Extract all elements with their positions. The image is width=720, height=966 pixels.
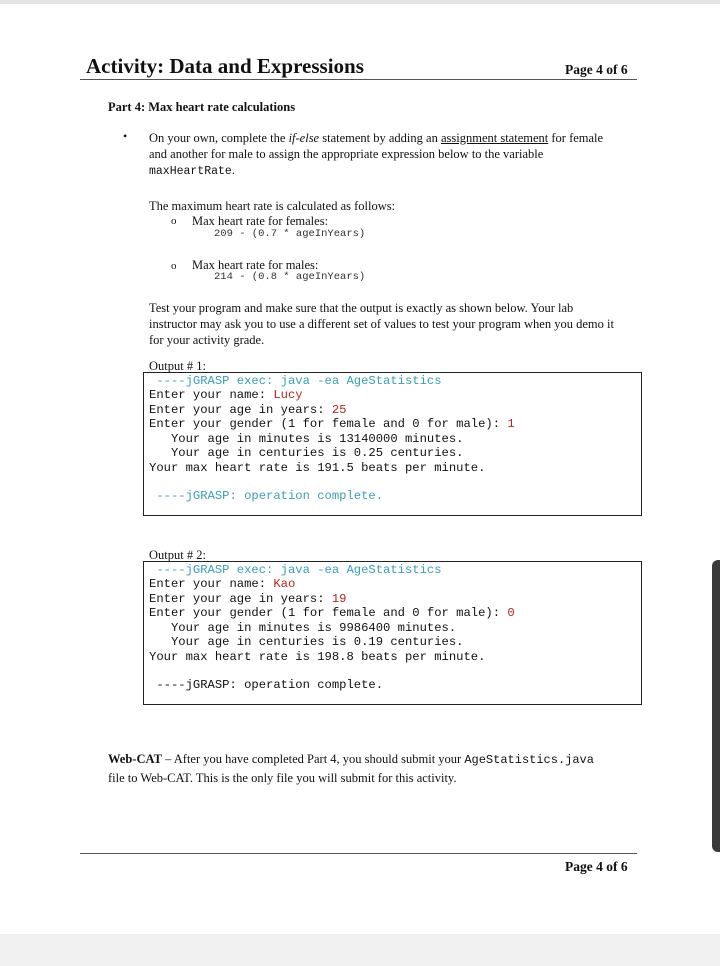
page-number-header: Page 4 of 6 [565,62,628,77]
exec-line: ----jGRASP exec: java -ea AgeStatistics [149,374,442,388]
page-title: Activity: Data and Expressions [86,54,364,78]
webcat-line-2: file to Web-CAT. This is the only file you will submit for this activity. [108,771,457,785]
test-line-2: instructor may ask you to use a different set of values to test your program when you demo it [149,317,614,331]
input-value: 1 [507,417,515,431]
instruction-text: for female [548,131,604,145]
instruction-paragraph [149,130,629,180]
name-prompt-line [149,388,303,402]
max-rate-line: Your max heart rate is 198.8 beats per minute. [149,649,486,664]
complete-line: ----jGRASP: operation complete. [149,678,384,692]
male-formula-label: Max heart rate for males: [192,258,319,272]
female-formula-label: Max heart rate for females: [192,214,329,228]
max-rate-line: Your max heart rate is 191.5 beats per minute. [149,460,486,475]
output-1-box [143,372,642,516]
webcat-text: – After you have completed Part 4, you should submit your [161,752,465,766]
test-line-3: for your activity grade. [149,333,265,347]
minutes-line: Your age in minutes is 13140000 minutes. [149,431,464,446]
webcat-line-1 [108,751,648,768]
bullet-marker: • [123,129,128,143]
female-formula-expression: 209 - (0.7 * ageInYears) [214,228,366,240]
viewer-bottom-bar [0,934,720,966]
header-rule [80,79,637,80]
instruction-text: On your own, complete the [149,131,289,145]
formula-intro: The maximum heart rate is calculated as follows: [149,199,396,213]
variable-name: maxHeartRate [149,165,232,178]
minutes-line: Your age in minutes is 9986400 minutes. [149,620,457,635]
webcat-label: Web-CAT [108,752,162,766]
input-value: Lucy [273,388,303,402]
instruction-line-1 [149,130,629,146]
prompt-text: Enter your gender (1 for female and 0 for male): [149,606,508,620]
part-heading: Part 4: Max heart rate calculations [108,100,296,114]
gender-prompt-line [149,417,515,431]
input-value: 25 [331,402,347,417]
name-prompt-line [149,577,295,591]
male-formula-expression: 214 - (0.8 * ageInYears) [214,271,366,283]
age-prompt-line [149,592,346,606]
prompt-text: Enter your name: [149,577,274,591]
sub-bullet-marker: o [171,215,177,227]
input-value: 19 [331,591,347,606]
instruction-line-3 [149,162,629,180]
prompt-text: Enter your name: [149,388,274,402]
page-number-footer: Page 4 of 6 [565,859,628,874]
java-filename: AgeStatistics.java [464,753,594,767]
test-line-1: Test your program and make sure that the output is exactly as shown below. Your lab [149,301,574,315]
age-prompt-line [149,403,346,417]
ifelse-keyword: if-else [288,131,320,145]
footer-rule [80,853,637,854]
test-paragraph [149,300,649,348]
sub-bullet-marker: o [171,260,177,272]
complete-line: ----jGRASP: operation complete. [149,489,384,503]
prompt-text: Enter your age in years: [149,402,332,417]
assignment-statement-link: assignment statement [440,131,549,145]
input-value: Kao [273,577,296,591]
instruction-text: . [231,163,235,177]
centuries-line: Your age in centuries is 0.25 centuries. [149,446,464,460]
prompt-text: Enter your age in years: [149,591,332,606]
instruction-text: statement by adding an [319,131,441,145]
document-page [0,4,720,934]
scroll-handle[interactable] [712,560,720,852]
prompt-text: Enter your gender (1 for female and 0 for male): [149,417,508,431]
output-1-label: Output # 1: [149,359,206,373]
centuries-line: Your age in centuries is 0.19 centuries. [149,635,464,649]
output-2-label: Output # 2: [149,548,206,562]
webcat-paragraph [108,751,648,786]
output-2-box [143,561,642,705]
instruction-line-2: and another for male to assign the appropriate expression below to the variable [149,147,544,161]
input-value: 0 [507,606,515,620]
gender-prompt-line [149,606,515,620]
exec-line: ----jGRASP exec: java -ea AgeStatistics [149,563,442,577]
